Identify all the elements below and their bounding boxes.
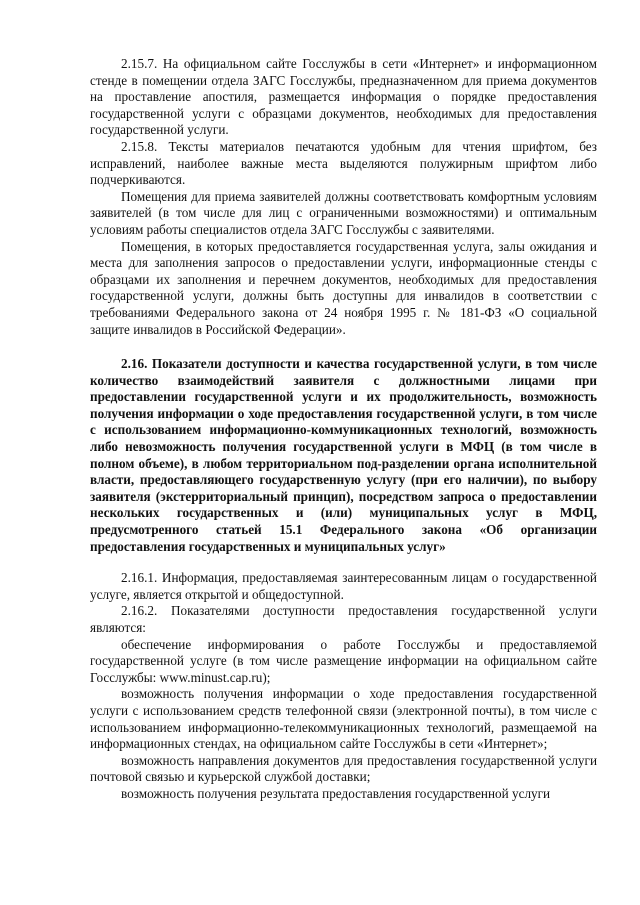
list-item-progress-info: возможность получения информации о ходе предоставления государственной услуги с использованием средств телефонной связи (электронной почты), в том числе с использованием информационно-телекоммуникационных технологий, размещаемой на информационных стендах, на официальном сайте Госслужбы в сети «Интернет»; (90, 686, 597, 752)
section-spacer (90, 555, 597, 570)
paragraph-2-16-2: 2.16.2. Показателями доступности предоставления государственной услуги являются: (90, 603, 597, 635)
paragraph-premises-accessibility: Помещения, в которых предоставляется государственная услуга, залы ожидания и места для заполнения запросов о предоставлении услуги, информационные стенды с образцами их заполнения и перечнем документов, необходимых для предоставления государственной услуги, должны быть доступны для инвалидов в соответствии с требованиями Федерального закона от 24 ноября 1995 г. № 181-ФЗ «О социальной защите инвалидов в Российской Федерации». (90, 238, 597, 337)
document-page (90, 56, 597, 803)
paragraph-2-15-8: 2.15.8. Тексты материалов печатаются удобным для чтения шрифтом, без исправлений, наиболее важные места выделяются полужирным шрифтом либо подчеркиваются. (90, 138, 597, 188)
section-spacer (90, 338, 597, 356)
list-item-informing: обеспечение информирования о работе Госслужбы и предоставляемой государственной услуге (в том числе размещение информации на официальном сайте Госслужбы: www.minust.cap.ru); (90, 636, 597, 685)
list-item-result-receipt: возможность получения результата предоставления государственной услуги (121, 785, 551, 801)
paragraph-premises-comfort: Помещения для приема заявителей должны соответствовать комфортным условиям заявителей (в том числе для лиц с ограниченными возможностями) и оптимальным условиям работы специалистов отдела ЗАГС Госслужбы с заявителями. (90, 188, 597, 237)
paragraph-2-15-7: 2.15.7. На официальном сайте Госслужбы в сети «Интернет» и информационном стенде в помещении отдела ЗАГС Госслужбы, предназначенном для приема документов на проставление апостиля, размещается информация о порядке предоставления государственной услуги с образцами документов, необходимых для предоставления государственной услуги. (90, 56, 597, 138)
paragraph-2-16-1: 2.16.1. Информация, предоставляемая заинтересованным лицам о государственной услуге, является открытой и общедоступной. (90, 570, 597, 602)
list-item-postal-submission: возможность направления документов для предоставления государственной услуги почтовой связью и курьерской службой доставки; (90, 752, 597, 785)
section-heading-2-16: 2.16. Показатели доступности и качества государственной услуги, в том числе количество взаимодействий заявителя с должностными лицами при предоставлении государственной услуги и их продолжительность, возможность получения информации о ходе предоставления государственной услуги, в том числе с использованием информационно-коммуникационных технологий, возможность либо невозможность получения государственной услуги в МФЦ (в том числе в полном объеме), в любом территориальном под-разделении органа исполнительной власти, предоставляющего государственную услугу (при его наличии), по выбору заявителя (экстерриториальный принцип), посредством запроса о предоставлении нескольких государственных и (или) муниципальных услуг в МФЦ, предусмотренного статьей 15.1 Федерального закона «Об организации предоставления государственных и муниципальных услуг» (90, 356, 597, 554)
